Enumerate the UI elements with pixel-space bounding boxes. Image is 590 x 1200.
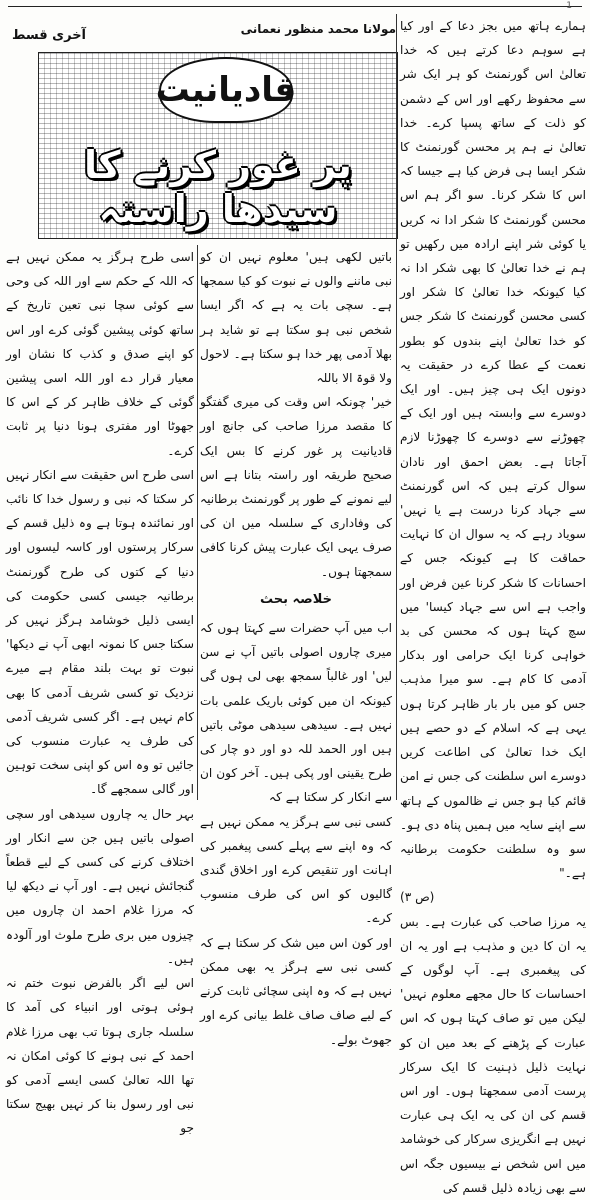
paragraph: اب میں آپ حضرات سے کہتا ہوں کہ میری چاروں اصولی باتیں آپ نے سن لیں' اور غالباً سمجھ بھی لی ہوں گی کیونکہ ان میں کوئی باریک علمی بات نہیں ہے۔ سیدھی سیدھی موٹی باتیں ہیں اور الحمد للہ دو اور دو چار کی طرح یقینی اور پکی ہیں۔ آخر کون ان سے انکار کر سکتا ہے کہ	[200, 621, 392, 805]
paragraph: یہ مرزا صاحب کی عبارت ہے۔ بس یہ ان کا دین و مذہب ہے اور یہ ان کی پیغمبری ہے۔ آپ لوگوں کے احساسات کا حال مجھے معلوم نہیں' لیکن میں تو صاف کہتا ہوں کہ اس عبارت کے پڑھنے کے بعد میں ان کو نہایت ذلیل ذہنیت کا ایک سرکار پرست آدمی سمجھتا ہوں۔ اور اس قسم کی ان کی یہ ایک ہی عبارت نہیں ہے انگریزی سرکار کی خوشامد میں اس شخص نے بیسیوں جگہ اس سے بھی زیادہ ذلیل قسم کی	[400, 914, 586, 1195]
article-subtitle: پر غور کرنے کا سیدھا راستہ	[84, 143, 352, 231]
article-title: قادیانیت	[159, 57, 293, 123]
paragraph: بہر حال یہ چاروں سیدھی اور سچی اصولی باتیں ہیں جن سے انکار اور اختلاف کرنے کی کسی کے لیے قطعاً گنجائش نہیں ہے۔ اور آپ نے دیکھ لیا کہ مرزا غلام احمد ان چاروں میں چیزوں میں بری طرح ملوث اور آلودہ ہیں۔	[6, 806, 194, 966]
episode-label: آخری قسط	[12, 28, 87, 43]
section-heading: خلاصہ بحث	[260, 591, 332, 607]
author-name: مولانا محمد منظور نعمانی	[240, 22, 396, 36]
paragraph: اسی طرح اس حقیقت سے انکار نہیں کر سکتا کہ نبی و رسول خدا کا نائب اور نمائندہ ہوتا ہے وہ ذلیل قسم کے سرکار پرستوں اور کاسہ لیسوں اور دنیا کے کتوں کی طرح گورنمنٹ برطانیہ جیسی کسی حکومت کی ایسی ذلیل خوشامد ہرگز نہیں کر سکتا جس کا نمونہ ابھی آپ نے دیکھا' نبوت تو بہت بلند مقام ہے میرے نزدیک تو کسی شریف آدمی کا بھی کام نہیں ہے۔ اگر کسی شریف آدمی کی طرف یہ عبارت منسوب کی جائیں تو وہ اس کو اپنی سخت توہین اور گالی سمجھے گا۔	[6, 467, 194, 797]
paragraph: خیر' چونکہ اس وقت کی میری گفتگو کا مقصد مرزا صاحب کی جانچ اور قادیانیت پر غور کرنے کا بس ایک صحیح طریقہ اور راستہ بتانا ہے اس لیے نمونے کے طور پر گورنمنٹ برطانیہ کی وفاداری کے سلسلہ میں ان کی صرف یہی ایک عبارت پیش کرنا کافی سمجھتا ہوں۔	[200, 395, 392, 579]
paragraph: ہمارے ہاتھ میں بجز دعا کے اور کیا ہے سوہم دعا کرتے ہیں کہ خدا تعالیٰ اس گورنمنٹ کو ہر ایک شر سے محفوظ رکھے اور اس کے دشمن کو ذلت کے ساتھ پسپا کرے۔ خدا تعالیٰ نے ہم پر محسن گورنمنٹ کا شکر ایسا ہی فرض کیا ہے جیسا کہ اس کا شکر کرنا۔ سو اگر ہم اس محسن گورنمنٹ کا شکر ادا نہ کریں یا کوئی شر اپنے ارادہ میں رکھیں تو ہم نے خدا تعالیٰ کا بھی شکر ادا نہ کیا کیونکہ خدا تعالیٰ کا شکر اور کسی محسن گورنمنٹ کا شکر جس کو خدا تعالیٰ اپنے بندوں کو بطور نعمت کے عطا کرے در حقیقت یہ دونوں ایک ہی چیز ہیں۔ اور ایک دوسرے سے وابستہ ہیں اور ایک کے چھوڑنے سے دوسرے کا چھوڑنا لازم آجاتا ہے۔ بعض احمق اور نادان سوال کرتے ہیں کہ اس گورنمنٹ سے جہاد کرنا درست ہے یا نہیں' سویاد رہے کہ یہ سوال ان کا نہایت حماقت کا ہے کیونکہ جس کے احسانات کا شکر کرنا عین فرض اور واجب ہے اس سے جہاد کیسا' میں سچ کہتا ہوں کہ محسن کی بد خواہی کرنا ایک حرامی اور بدکار آدمی کا کام ہے۔ سو میرا مذہب جس کو میں بار بار ظاہر کرتا ہوں یہی ہے کہ اسلام کے دو حصے ہیں ایک خدا تعالیٰ کی اطاعت کریں دوسرے اس سلطنت کی جس نے امن قائم کیا ہو جس نے ظالموں کے ہاتھ سے اپنے سایہ میں ہمیں پناہ دی ہو۔ سو وہ سلطنت حکومت برطانیہ ہے۔"	[400, 19, 586, 881]
paragraph: اسی طرح ہرگز یہ ممکن نہیں ہے کہ اللہ کے حکم سے اور اللہ کی وحی سے کوئی سچا نبی تعین تاریخ کے ساتھ کوئی پیشین گوئی کرے اور اس کو اپنے صدق و کذب کا نشان اور معیار قرار دے اور اللہ اسی پیشین گوئی کے خلاف ظاہر کر کے اس کا جھوٹا اور مفتری ہونا دنیا پر ثابت کرے۔	[6, 250, 194, 458]
title-banner	[38, 52, 398, 239]
column-middle	[200, 245, 392, 1047]
column-divider-right	[396, 14, 397, 800]
page-number: 1	[566, 1, 572, 11]
paragraph: کسی نبی سے ہرگز یہ ممکن نہیں ہے کہ وہ اپنے سے پہلے کسی پیغمبر کی اہانت اور تنقیص کرے اور اخلاق گندی گالیوں کو اس کی طرف منسوب کرے۔	[200, 814, 392, 926]
paragraph: باتیں لکھی ہیں' معلوم نہیں ان کو نبی ماننے والوں نے نبوت کو کیا سمجھا ہے۔ سچی بات یہ ہے کہ اگر ایسا شخص نبی ہو سکتا ہے تو شاید ہر بھلا آدمی پھر خدا ہو سکتا ہے۔ لاحول ولا قوۃ الا باللہ	[200, 250, 392, 386]
paragraph: اس لیے اگر بالفرض نبوت ختم نہ ہوئی ہوتی اور انبیاء کی آمد کا سلسلہ جاری ہوتا تب بھی مرزا غلام احمد کے نبی ہونے کا کوئی امکان نہ تھا اللہ تعالیٰ کسی ایسے آدمی کو نبی اور رسول بنا کر نہیں بھیج سکتا جو	[6, 976, 194, 1136]
top-rule	[8, 1, 582, 11]
column-divider-left	[197, 245, 198, 800]
page-reference: (ص ۳)	[400, 890, 435, 905]
paragraph: اور کون اس میں شک کر سکتا ہے کہ کسی نبی سے ہرگز یہ بھی ممکن نہیں ہے کہ وہ اپنی سچائی ثابت کرنے کے لیے صاف صاف غلط بیانی کرے اور جھوٹ بولے۔	[200, 935, 392, 1047]
column-right	[400, 14, 586, 1195]
column-left	[6, 245, 194, 1136]
